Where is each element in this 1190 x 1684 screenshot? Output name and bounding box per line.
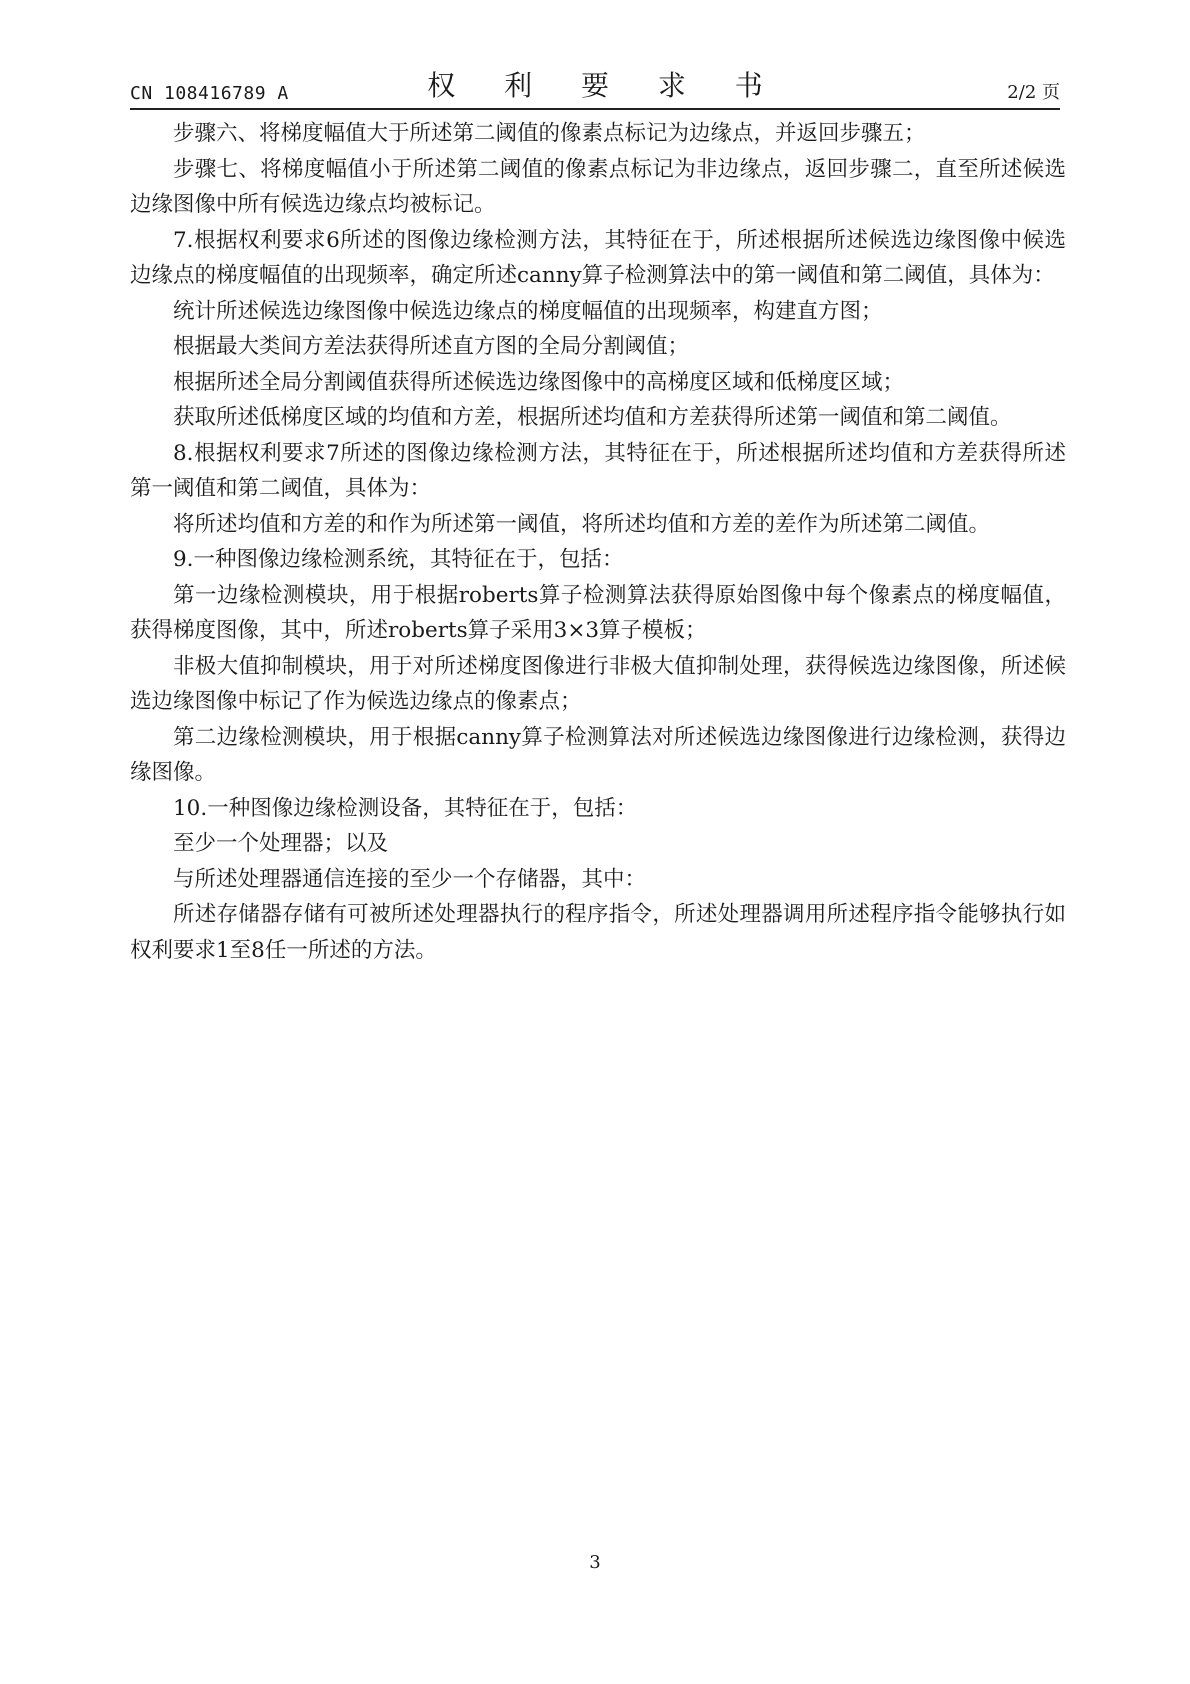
- claim-paragraph: 步骤七、将梯度幅值小于所述第二阈值的像素点标记为非边缘点，返回步骤二，直至所述候选边缘图像中所有候选边缘点均被标记。: [130, 156, 1066, 217]
- claim-paragraph: 根据所述全局分割阈值获得所述候选边缘图像中的高梯度区域和低梯度区域；: [173, 369, 905, 395]
- claim-paragraph: 至少一个处理器；以及: [173, 831, 389, 856]
- claim-paragraph: 统计所述候选边缘图像中候选边缘点的梯度幅值的出现频率，构建直方图；: [173, 298, 883, 324]
- page-fraction: 2/2 页: [1007, 82, 1060, 103]
- page-number: 3: [589, 1552, 601, 1573]
- publication-number: CN 108416789 A: [130, 83, 289, 104]
- claim-paragraph: 非极大值抑制模块，用于对所述梯度图像进行非极大值抑制处理，获得候选边缘图像，所述候选边缘图像中标记了作为候选边缘点的像素点；: [130, 653, 1066, 714]
- claim-paragraph: 获取所述低梯度区域的均值和方差，根据所述均值和方差获得所述第一阈值和第二阈值。: [173, 405, 1012, 430]
- claim-paragraph: 将所述均值和方差的和作为所述第一阈值，将所述均值和方差的差作为所述第二阈值。: [173, 511, 991, 537]
- claim-paragraph: 9.一种图像边缘检测系统，其特征在于，包括：: [173, 547, 624, 572]
- claim-paragraph: 7.根据权利要求6所述的图像边缘检测方法，其特征在于，所述根据所述候选边缘图像中候选边缘点的梯度幅值的出现频率，确定所述canny算子检测算法中的第一阈值和第二阈值，具体为：: [130, 227, 1066, 288]
- page-header: [130, 64, 1060, 110]
- claim-paragraph: 第二边缘检测模块，用于根据canny算子检测算法对所述候选边缘图像进行边缘检测，获得边缘图像。: [130, 724, 1066, 785]
- claim-paragraph: 10.一种图像边缘检测设备，其特征在于，包括：: [173, 795, 638, 821]
- claim-paragraph: 步骤六、将梯度幅值大于所述第二阈值的像素点标记为边缘点，并返回步骤五；: [173, 121, 926, 146]
- document-title: 权 利 要 求 书: [427, 69, 783, 102]
- claim-paragraph: 根据最大类间方差法获得所述直方图的全局分割阈值；: [173, 334, 690, 359]
- claim-paragraph: 所述存储器存储有可被所述处理器执行的程序指令，所述处理器调用所述程序指令能够执行如权利要求1至8任一所述的方法。: [130, 902, 1066, 963]
- claim-paragraph: 与所述处理器通信连接的至少一个存储器，其中：: [173, 866, 647, 892]
- claim-paragraph: 8.根据权利要求7所述的图像边缘检测方法，其特征在于，所述根据所述均值和方差获得所述第一阈值和第二阈值，具体为：: [130, 440, 1066, 501]
- claims-body: [130, 116, 1066, 968]
- claim-paragraph: 第一边缘检测模块，用于根据roberts算子检测算法获得原始图像中每个像素点的梯度幅值，获得梯度图像，其中，所述roberts算子采用3×3算子模板；: [130, 582, 1066, 643]
